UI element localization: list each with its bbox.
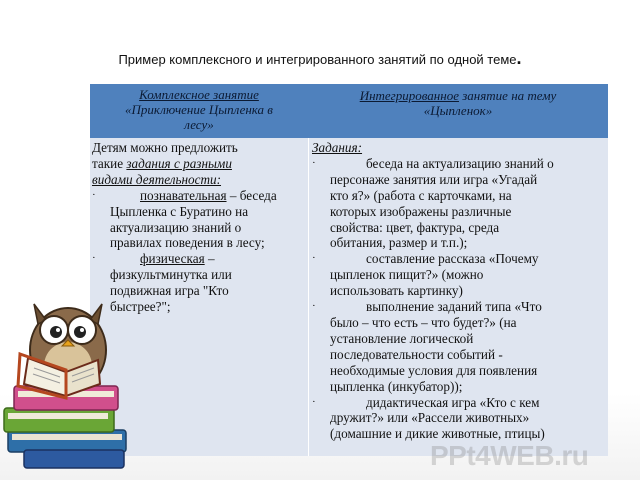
slide-title-text: Пример комплексного и интегрированного занятий по одной теме bbox=[118, 52, 517, 67]
left-item1-line0: познавательная bbox=[140, 187, 227, 203]
header-right-line1a: Интегрированное bbox=[359, 88, 459, 103]
left-intro-line2 bbox=[92, 156, 304, 172]
right-item-3 bbox=[312, 299, 606, 394]
right-column-text bbox=[312, 140, 606, 442]
right-item3-line1: было – что есть – что будет?» (на bbox=[330, 314, 517, 330]
header-right-line2: «Цыпленок» bbox=[423, 103, 493, 118]
right-item-2 bbox=[312, 251, 606, 299]
bullet-icon: · bbox=[92, 188, 96, 201]
header-left-line1: Комплексное занятие bbox=[139, 87, 259, 102]
left-intro-line3: видами деятельности: bbox=[92, 171, 222, 187]
bullet-icon: · bbox=[92, 252, 96, 265]
bullet-icon: · bbox=[312, 395, 316, 408]
left-item2-line4: быстрее?"; bbox=[110, 299, 171, 315]
right-item4-line0: дидактическая игра «Кто с кем bbox=[366, 394, 540, 410]
left-item1-line2: Цыпленка с Буратино на bbox=[110, 203, 249, 219]
left-item1-line1: – беседа bbox=[226, 187, 277, 203]
slide-title bbox=[0, 48, 640, 69]
right-item-1 bbox=[312, 156, 606, 251]
right-item2-line0: составление рассказа «Почему bbox=[366, 251, 539, 267]
left-item-cognitive bbox=[92, 188, 304, 252]
right-tasks-label: Задания: bbox=[312, 140, 363, 155]
right-item3-line4: необходимые условия для появления bbox=[330, 362, 538, 378]
right-item1-line3: которых изображены различные bbox=[330, 203, 512, 219]
right-item2-line2: использовать картинку) bbox=[330, 283, 463, 299]
right-item1-line5: обитания, размер и т.п.); bbox=[330, 235, 468, 251]
right-item3-line3: последовательности событий - bbox=[330, 346, 503, 362]
left-item2-line1: – bbox=[204, 251, 215, 267]
column-divider bbox=[308, 138, 309, 456]
right-item1-text bbox=[312, 156, 606, 251]
right-item4-line1: дружит?» или «Рассели животных» bbox=[330, 410, 530, 426]
comparison-table bbox=[90, 84, 608, 456]
left-intro-line1: Детям можно предложить bbox=[92, 140, 238, 155]
bullet-icon: · bbox=[312, 156, 316, 169]
right-item4-text bbox=[312, 395, 606, 443]
left-intro-line2a: такие bbox=[92, 155, 127, 171]
left-item2-line3: подвижная игра "Кто bbox=[110, 283, 229, 299]
right-item2-line1: цыпленок пищит?» (можно bbox=[330, 267, 484, 283]
header-right-line1b: занятие на тему bbox=[458, 88, 557, 103]
slide-title-dot: . bbox=[516, 48, 522, 68]
site-watermark: PPt4WEB.ru bbox=[430, 440, 589, 471]
right-item3-text bbox=[312, 299, 606, 394]
header-complex-lesson bbox=[90, 84, 308, 141]
right-item4-line2: (домашние и дикие животные, птицы) bbox=[330, 426, 545, 442]
left-item1-line4: правилах поведения в лесу; bbox=[110, 235, 265, 251]
right-item-4 bbox=[312, 395, 606, 443]
owl-reading-on-books-icon bbox=[0, 280, 140, 480]
header-left-line3: лесу» bbox=[184, 117, 214, 132]
header-integrated-lesson bbox=[308, 84, 608, 142]
left-item2-line2: физкультминутка или bbox=[110, 267, 232, 283]
right-item3-line0: выполнение заданий типа «Что bbox=[366, 299, 542, 315]
owl-icon bbox=[18, 304, 106, 398]
left-item1-text bbox=[92, 188, 304, 252]
right-item1-line1: персонаже занятия или игра «Угадай bbox=[330, 171, 538, 187]
right-item2-text bbox=[312, 251, 606, 299]
right-item3-line5: цыпленка (инкубатор)); bbox=[330, 378, 463, 394]
right-item1-line2: кто я?» (работа с карточками, на bbox=[330, 187, 512, 203]
right-item1-line0: беседа на актуализацию знаний о bbox=[366, 155, 554, 171]
right-item3-line2: установление логической bbox=[330, 330, 474, 346]
left-item2-line0: физическая bbox=[140, 251, 205, 267]
bullet-icon: · bbox=[312, 252, 316, 265]
left-intro-line2b: задания с разными bbox=[126, 155, 232, 171]
bullet-icon: · bbox=[312, 300, 316, 313]
left-item1-line3: актуализацию знаний о bbox=[110, 219, 242, 235]
header-left-line2: «Приключение Цыпленка в bbox=[125, 102, 273, 117]
right-item1-line4: свойства: цвет, фактура, среда bbox=[330, 219, 500, 235]
